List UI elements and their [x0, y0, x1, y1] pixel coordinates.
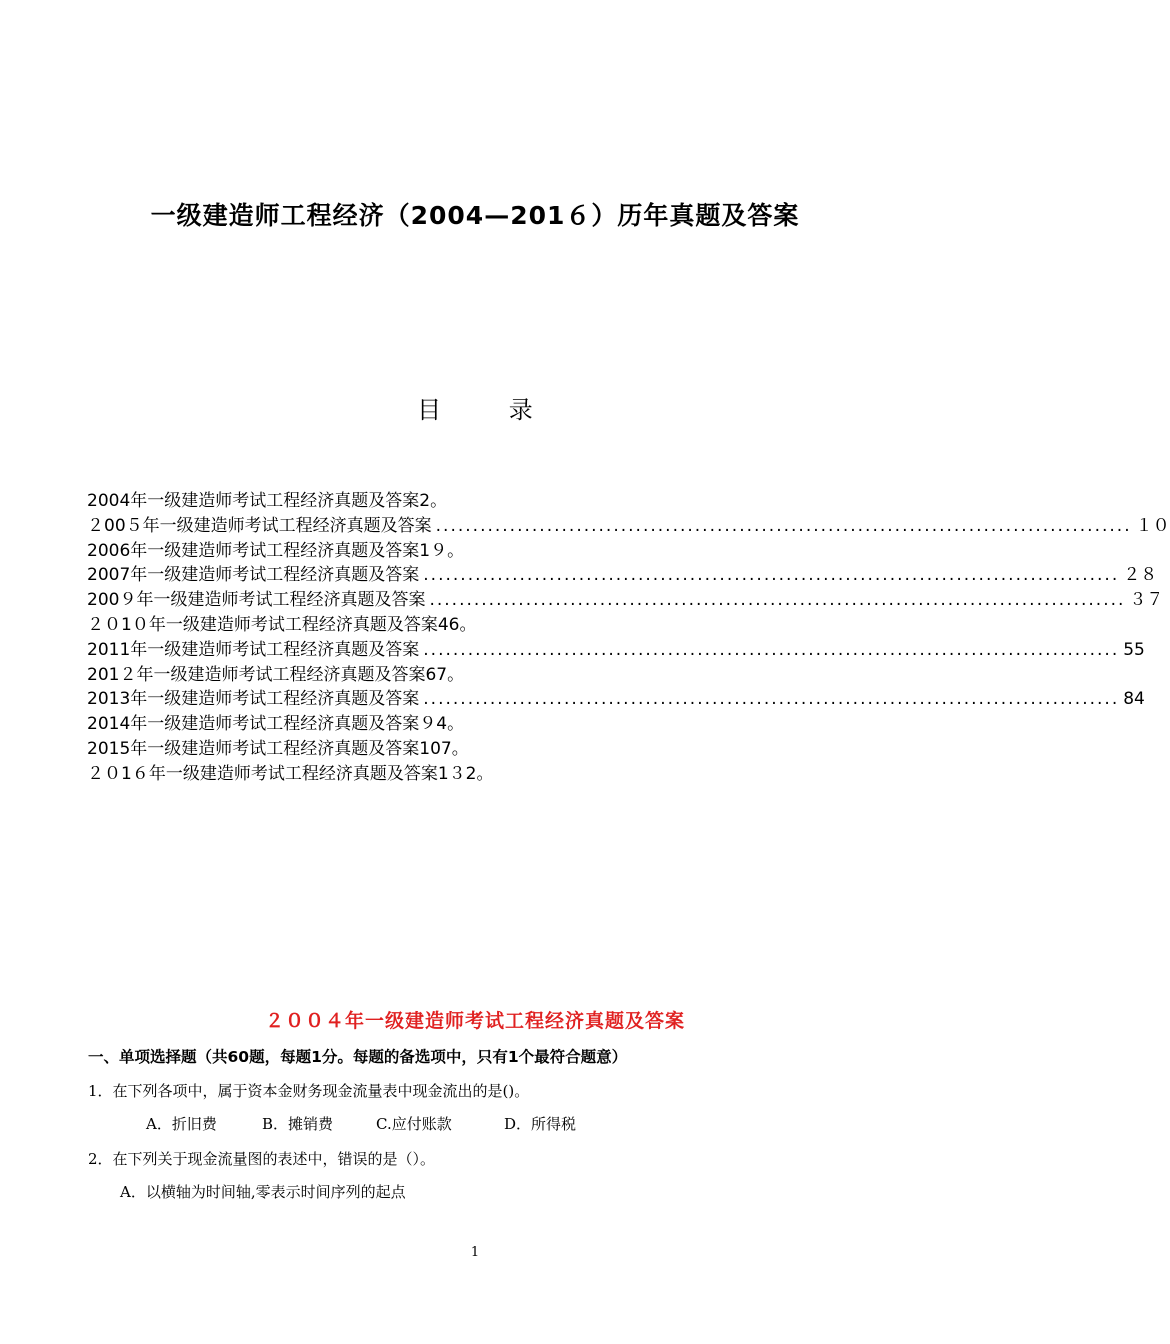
toc-heading: 目 录: [417, 396, 563, 424]
table-of-contents: [87, 486, 1170, 784]
section-title: ２００４年一级建造师考试工程经济真题及答案: [264, 1010, 685, 1032]
toc-entry-text: ２０1０年一级建造师考试工程经济真题及答案46。: [87, 614, 477, 635]
toc-entry-text: 2014年一级建造师考试工程经济真题及答案９4。: [87, 714, 465, 735]
question-2-stem: 2．在下列关于现金流量图的表述中，错误的是（）。: [88, 1150, 436, 1168]
page-number: 1: [470, 1245, 480, 1260]
toc-entry[interactable]: [87, 759, 863, 784]
toc-entry-page: １０: [1135, 515, 1170, 536]
question-2-option-a: A．以横轴为时间轴,零表示时间序列的起点: [120, 1183, 406, 1201]
toc-entry-text: 201２年一级建造师考试工程经济真题及答案67。: [87, 664, 465, 685]
option-d: D．所得税: [504, 1115, 577, 1133]
question-1-options: [146, 1113, 576, 1134]
toc-leader-dots: ..............................................................................................: [429, 590, 1126, 611]
toc-entry[interactable]: [87, 560, 1158, 586]
toc-entry-page: ２８: [1123, 565, 1158, 586]
toc-entry[interactable]: [87, 684, 1145, 710]
toc-entry[interactable]: [87, 536, 863, 561]
toc-entry[interactable]: [87, 660, 863, 685]
toc-entry[interactable]: [87, 585, 1164, 611]
toc-leader-dots: ..............................................................................................: [435, 515, 1132, 536]
toc-entry-text: ２０1６年一级建造师考试工程经济真题及答案1３2。: [87, 763, 494, 784]
toc-entry-text: 2006年一级建造师考试工程经济真题及答案1９。: [87, 540, 465, 561]
toc-entry-text: 2011年一级建造师考试工程经济真题及答案: [87, 639, 420, 660]
toc-leader-dots: ..............................................................................................: [423, 565, 1120, 586]
toc-entry[interactable]: [87, 709, 863, 734]
toc-entry[interactable]: [87, 734, 863, 759]
document-title: 一级建造师工程经济（2004—201６）历年真题及答案: [150, 201, 800, 230]
toc-entry-page: 84: [1123, 689, 1145, 710]
toc-leader-dots: ..............................................................................................: [423, 639, 1120, 660]
option-a: A．折旧费: [146, 1115, 217, 1133]
option-c: C.应付账款: [376, 1115, 452, 1133]
question-1-stem: 1．在下列各项中，属于资本金财务现金流量表中现金流出的是()。: [88, 1082, 530, 1100]
toc-entry-page: ３７: [1129, 590, 1164, 611]
toc-entry-text: 2013年一级建造师考试工程经济真题及答案: [87, 689, 420, 710]
toc-entry[interactable]: [87, 511, 1170, 536]
option-b: B．摊销费: [262, 1115, 334, 1133]
toc-entry-text: 200９年一级建造师考试工程经济真题及答案: [87, 590, 426, 611]
toc-entry-text: 2004年一级建造师考试工程经济真题及答案2。: [87, 491, 448, 511]
toc-entry-text: 2015年一级建造师考试工程经济真题及答案107。: [87, 738, 469, 759]
part-heading: 一、单项选择题（共60题，每题1分。每题的备选项中，只有1个最符合题意）: [88, 1048, 628, 1066]
toc-entry[interactable]: [87, 486, 863, 511]
toc-entry-text: 2007年一级建造师考试工程经济真题及答案: [87, 565, 420, 586]
toc-entry-text: ２00５年一级建造师考试工程经济真题及答案: [87, 515, 432, 536]
toc-entry-page: 55: [1123, 639, 1145, 660]
toc-entry[interactable]: [87, 635, 1145, 660]
toc-entry[interactable]: [87, 610, 863, 635]
toc-leader-dots: ..............................................................................................: [423, 689, 1120, 710]
